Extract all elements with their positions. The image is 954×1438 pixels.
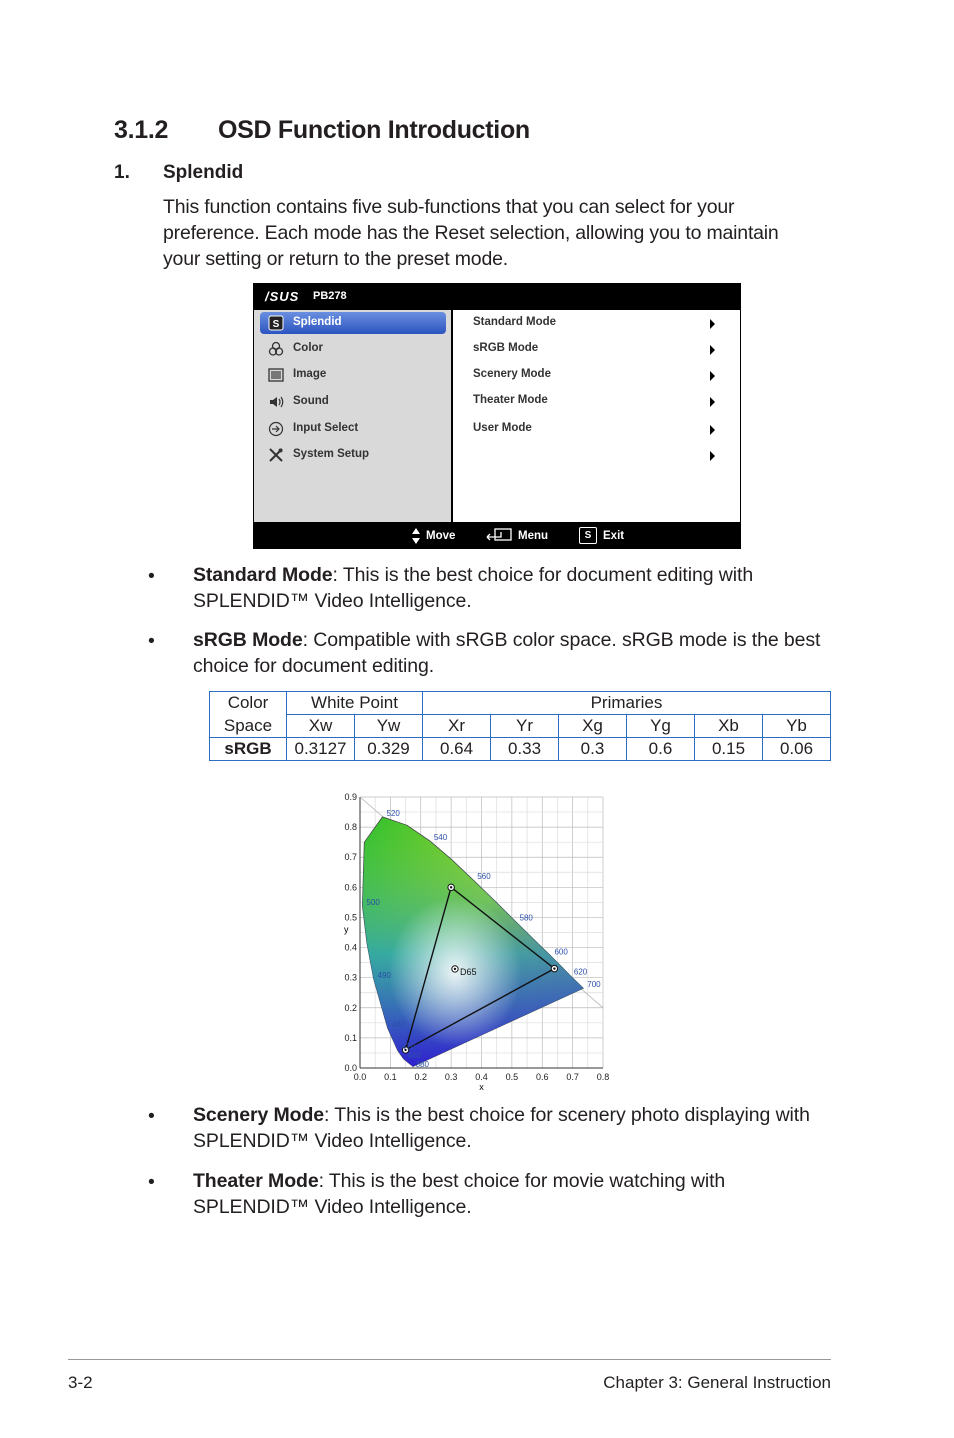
- wavelength-label: 580: [519, 913, 533, 923]
- y-tick-label: 0.0: [344, 1063, 357, 1073]
- x-tick-label: 0.5: [505, 1072, 519, 1082]
- chapter-title: Chapter 3: General Instruction: [603, 1373, 831, 1392]
- osd-menu-label-bottom: Menu: [518, 530, 549, 542]
- bullet-term: Standard Mode: [193, 564, 333, 586]
- item-heading: [114, 162, 243, 184]
- osd-mode-theater[interactable]: [473, 394, 733, 406]
- table-header-space: Space: [210, 715, 287, 738]
- osd-menu-label: Input Select: [293, 422, 359, 434]
- osd-footer: [253, 522, 741, 549]
- wavelength-label: 380: [415, 1060, 429, 1069]
- arrow-right-icon: [710, 371, 715, 381]
- table-cell: 0.6: [627, 738, 695, 761]
- asus-logo: /SUS: [265, 289, 300, 304]
- menu-enter-icon: [485, 528, 513, 542]
- osd-mode-srgb[interactable]: [473, 342, 733, 354]
- splendid-description: This function contains five sub-functions that you can select for your preference. Each mode has the Reset selection, allowing you to maintain your setting or return to the preset mode.: [163, 196, 779, 270]
- osd-move-label: Move: [426, 530, 456, 542]
- up-down-icon: [411, 527, 421, 545]
- wavelength-label: 560: [477, 872, 491, 882]
- osd-mode-scenery[interactable]: [473, 368, 733, 380]
- arrow-right-icon: [710, 345, 715, 355]
- bullet-dot: •: [148, 1105, 155, 1127]
- table-header-primaries: Primaries: [423, 692, 831, 715]
- x-tick-label: 0.0: [353, 1072, 367, 1082]
- table-col: Xw: [287, 715, 355, 738]
- spectral-locus: [362, 817, 583, 1067]
- y-tick-label: 0.6: [344, 882, 357, 893]
- bullet-text: : This is the best choice for scenery photo displaying with SPLENDID™ Video Intelligence.: [193, 1104, 810, 1152]
- wavelength-label: 600: [554, 947, 568, 957]
- arrow-right-icon: [710, 319, 715, 329]
- osd-menu-label: System Setup: [293, 448, 370, 460]
- white-point-label: D65: [459, 966, 477, 977]
- cie-chromaticity-chart: [340, 790, 615, 1095]
- bullet-text: : This is the best choice for movie watching with SPLENDID™ Video Intelligence.: [193, 1170, 726, 1218]
- y-tick-label: 0.3: [344, 972, 357, 983]
- osd-menu-color[interactable]: [260, 338, 446, 360]
- wavelength-label: 490: [377, 971, 392, 981]
- osd-screenshot: [253, 283, 741, 549]
- osd-menu-label: Image: [293, 368, 327, 380]
- osd-menu-label: Sound: [293, 395, 329, 407]
- section-heading: [114, 116, 530, 145]
- table-cell: 0.33: [491, 738, 559, 761]
- osd-model-name: PB278: [313, 290, 347, 302]
- wavelength-label: 480: [391, 1019, 406, 1029]
- arrow-right-icon: [710, 397, 715, 407]
- osd-mode-standard[interactable]: [473, 316, 733, 328]
- bullet-dot: •: [148, 1171, 155, 1193]
- table-cell: 0.64: [423, 738, 491, 761]
- svg-text:S: S: [272, 319, 280, 330]
- color-icon: [268, 341, 284, 357]
- osd-mode-label: User Mode: [473, 422, 532, 434]
- bullet-text: : This is the best choice for document editing with SPLENDID™ Video Intelligence.: [193, 564, 754, 612]
- wavelength-label: 620: [573, 967, 588, 977]
- osd-mode-label: Scenery Mode: [473, 368, 551, 380]
- wrench-icon: [268, 447, 284, 463]
- x-tick-label: 0.4: [475, 1072, 488, 1082]
- osd-menu-panel: [254, 310, 451, 522]
- wavelength-label: 460: [407, 1050, 422, 1060]
- bullet-standard-mode: [193, 562, 833, 614]
- y-tick-label: 0.7: [344, 852, 357, 863]
- y-tick-label: 0.8: [344, 822, 357, 833]
- splendid-icon: [268, 315, 284, 331]
- section-number: 3.1.2: [114, 116, 169, 144]
- arrow-right-icon: [710, 451, 715, 461]
- table-col: Yw: [355, 715, 423, 738]
- table-header-color: Color: [210, 692, 287, 715]
- x-tick-label: 0.6: [535, 1072, 549, 1082]
- sound-icon: [268, 394, 284, 410]
- osd-menu-label: Splendid: [293, 316, 342, 328]
- bullet-dot: •: [148, 630, 155, 652]
- table-cell: 0.3: [559, 738, 627, 761]
- item-number: 1.: [114, 162, 130, 183]
- x-tick-label: 0.3: [444, 1072, 458, 1082]
- image-icon: [268, 367, 284, 383]
- srgb-table: [209, 691, 831, 761]
- wavelength-label: 470: [401, 1042, 416, 1052]
- chart-point-center: [450, 886, 452, 888]
- table-cell: 0.329: [355, 738, 423, 761]
- bullet-theater-mode: [193, 1168, 833, 1220]
- table-col: Yr: [491, 715, 559, 738]
- wavelength-label: 700: [587, 980, 601, 990]
- bullet-term: Scenery Mode: [193, 1104, 325, 1126]
- bullet-dot: •: [148, 565, 155, 587]
- x-tick-label: 0.8: [596, 1072, 610, 1082]
- osd-menu-image[interactable]: [260, 364, 446, 386]
- y-tick-label: 0.2: [344, 1002, 357, 1013]
- osd-menu-label: Color: [293, 342, 324, 354]
- section-title: OSD Function Introduction: [218, 116, 530, 144]
- wavelength-label: 540: [433, 832, 448, 842]
- y-tick-label: 0.9: [344, 792, 357, 802]
- table-col: Yg: [627, 715, 695, 738]
- table-col: Yb: [763, 715, 831, 738]
- bullet-term: Theater Mode: [193, 1170, 319, 1192]
- osd-mode-panel: [453, 310, 740, 522]
- osd-mode-user[interactable]: [473, 422, 733, 434]
- item-title: Splendid: [163, 162, 244, 183]
- osd-menu-splendid[interactable]: [260, 312, 446, 334]
- bullet-scenery-mode: [193, 1102, 833, 1154]
- wavelength-label: 520: [386, 808, 400, 818]
- osd-menu-input-select[interactable]: [260, 418, 446, 440]
- x-tick-label: 0.2: [414, 1072, 428, 1082]
- osd-exit-label: Exit: [603, 530, 625, 542]
- table-cell: 0.3127: [287, 738, 355, 761]
- y-tick-label: 0.4: [344, 942, 357, 953]
- osd-mode-label: Standard Mode: [473, 316, 557, 328]
- chart-point-center: [454, 968, 456, 970]
- wavelength-label: 500: [366, 898, 380, 908]
- exit-s-icon: S: [579, 527, 597, 544]
- table-header-white-point: White Point: [287, 692, 423, 715]
- osd-mode-label: sRGB Mode: [473, 342, 539, 354]
- chart-point-center: [553, 967, 555, 969]
- table-row-label: sRGB: [210, 738, 287, 761]
- table-col: Xr: [423, 715, 491, 738]
- y-tick-label: 0.5: [344, 912, 357, 923]
- page-number: 3-2: [68, 1373, 93, 1392]
- footer-divider: [68, 1359, 831, 1360]
- y-axis-label: y: [344, 924, 349, 935]
- osd-header: [253, 283, 741, 309]
- arrow-right-icon: [710, 425, 715, 435]
- osd-menu-system-setup[interactable]: [260, 444, 446, 466]
- x-axis-label: x: [479, 1082, 484, 1092]
- x-tick-label: 0.1: [384, 1072, 397, 1082]
- locus-white-shade: [362, 817, 583, 1067]
- bullet-term: sRGB Mode: [193, 629, 303, 651]
- osd-mode-label: Theater Mode: [473, 394, 548, 406]
- bullet-srgb-mode: [193, 627, 833, 679]
- x-tick-label: 0.7: [566, 1072, 579, 1082]
- table-col: Xb: [695, 715, 763, 738]
- table-cell: 0.06: [763, 738, 831, 761]
- osd-menu-sound[interactable]: [260, 391, 446, 413]
- table-cell: 0.15: [695, 738, 763, 761]
- bullet-text: : Compatible with sRGB color space. sRGB mode is the best choice for document editing.: [193, 629, 821, 677]
- y-tick-label: 0.1: [344, 1032, 357, 1043]
- table-col: Xg: [559, 715, 627, 738]
- input-icon: [268, 421, 284, 437]
